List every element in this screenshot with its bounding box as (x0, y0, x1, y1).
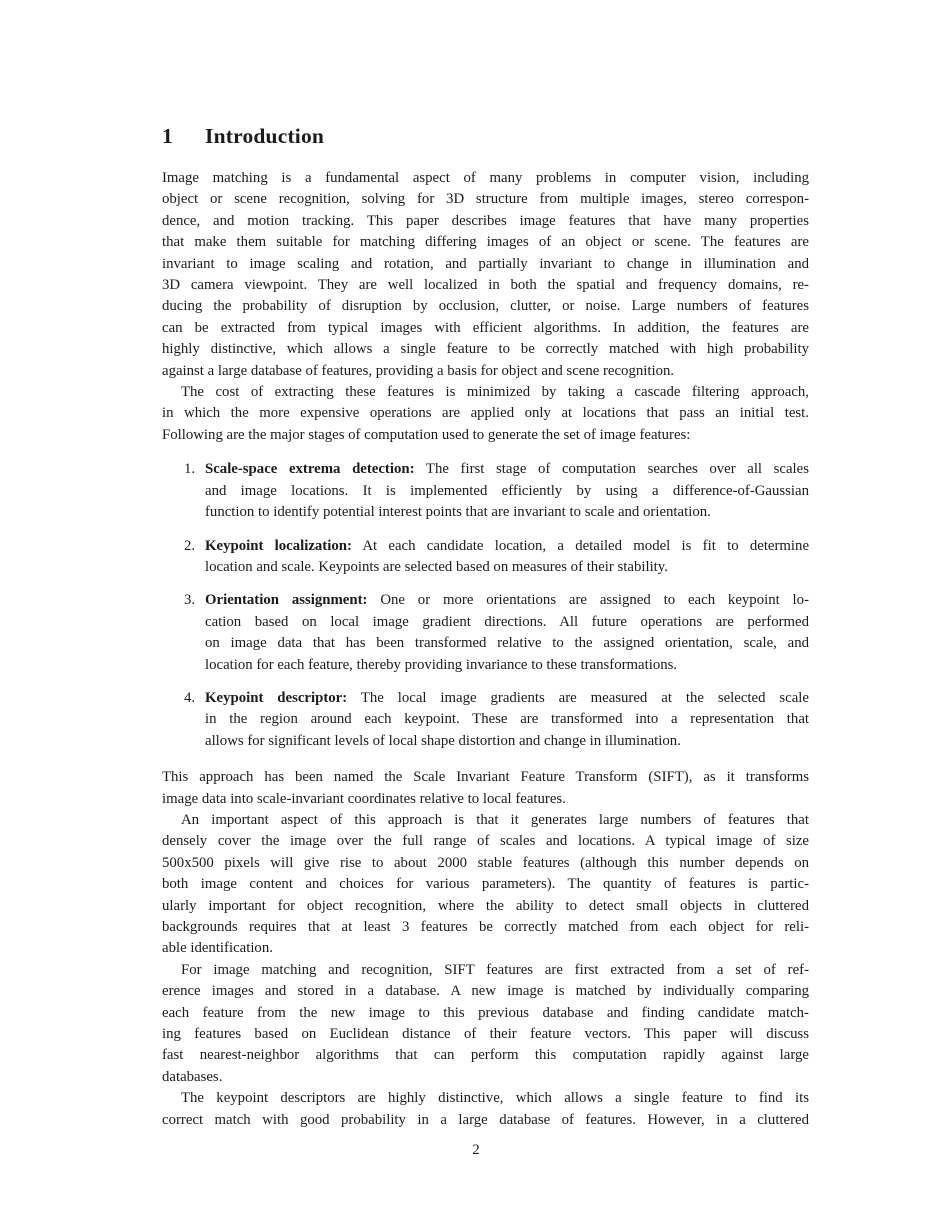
list-item-number: 4. (184, 689, 196, 706)
text-line: backgrounds requires that at least 3 features be correctly matched from each object for reli- (162, 919, 809, 935)
text-line: fast nearest-neighbor algorithms that can perform this computation rapidly against large (162, 1047, 809, 1064)
page-number: 2 (472, 1142, 480, 1158)
text-line: ducing the probability of disruption by occlusion, clutter, or noise. Large numbers of features (162, 298, 809, 315)
paragraph-intro (162, 168, 809, 382)
list-item-text: One or more orientations are assigned to each keypoint lo- (380, 592, 809, 609)
text-line: able identification. (162, 940, 273, 957)
text-line: each feature from the new image to this previous database and finding candidate match- (162, 1004, 809, 1021)
list-item-number: 3. (184, 592, 196, 609)
list-item-text: The local image gradients are measured at the selected scale (360, 689, 809, 706)
paragraph-descriptors (162, 1088, 809, 1131)
text-line: densely cover the image over the full range of scales and locations. A typical image of size (162, 833, 809, 850)
list-item-first-line (205, 590, 809, 611)
list-item-text: At each candidate location, a detailed model is fit to determine (362, 537, 810, 554)
text-line: dence, and motion tracking. This paper describes image features that have many properties (162, 212, 809, 229)
text-line: location for each feature, thereby providing invariance to these transformations. (205, 656, 678, 673)
text-line: ularly important for object recognition, where the ability to detect small objects in cluttered (162, 897, 809, 914)
list-item-body (205, 481, 809, 524)
text-line: ing features based on Euclidean distance of their feature vectors. This paper will discuss (162, 1026, 809, 1043)
list-item-body (205, 557, 809, 578)
text-line: on image data that has been transformed relative to the assigned orientation, scale, and (205, 635, 809, 652)
text-line: image data into scale-invariant coordinates relative to local features. (162, 790, 566, 807)
list-item-first-line (205, 688, 809, 709)
text-line: can be extracted from typical images with efficient algorithms. In addition, the features are (162, 319, 809, 336)
page-body (162, 124, 809, 1131)
text-line: erence images and stored in a database. A new image is matched by individually comparing (162, 983, 809, 1000)
list-item-keypoint-localization (162, 536, 809, 579)
text-line: location and scale. Keypoints are selected based on measures of their stability. (205, 558, 668, 575)
list-item-text: The first stage of computation searches over all scales (425, 461, 809, 478)
section-heading (162, 124, 809, 149)
text-line: An important aspect of this approach is that it generates large numbers of features that (181, 811, 809, 828)
list-item-scale-space (162, 459, 809, 523)
text-line: databases. (162, 1068, 223, 1085)
section-title: Introduction (205, 124, 325, 148)
text-line: highly distinctive, which allows a single feature to be correctly matched with high probability (162, 341, 809, 358)
list-item-keypoint-descriptor (162, 688, 809, 752)
text-line: 500x500 pixels will give rise to about 2000 stable features (although this number depends on (162, 854, 809, 871)
text-line: correct match with good probability in a large database of features. However, in a cluttered (162, 1111, 809, 1128)
list-item-label: Keypoint localization: (205, 537, 352, 554)
text-line: in the region around each keypoint. These are transformed into a representation that (205, 711, 809, 728)
list-item-first-line (205, 459, 809, 480)
text-line: cation based on local image gradient directions. All future operations are performed (205, 613, 809, 630)
text-line: Following are the major stages of computation used to generate the set of image features: (162, 426, 691, 443)
list-item-label: Orientation assignment: (205, 592, 368, 609)
text-line: This approach has been named the Scale Invariant Feature Transform (SIFT), as it transforms (162, 769, 809, 786)
text-line: both image content and choices for various parameters). The quantity of features is partic- (162, 876, 809, 893)
text-line: The keypoint descriptors are highly distinctive, which allows a single feature to find its (181, 1090, 809, 1107)
section-number: 1 (162, 124, 173, 148)
text-line: and image locations. It is implemented efficiently by using a difference-of-Gaussian (205, 482, 809, 499)
text-line: against a large database of features, providing a basis for object and scene recognition. (162, 362, 675, 379)
text-line: The cost of extracting these features is minimized by taking a cascade filtering approach, (181, 384, 809, 401)
paragraph-feature-density (162, 810, 809, 960)
text-line: allows for significant levels of local shape distortion and change in illumination. (205, 732, 681, 749)
paragraph-sift-name (162, 767, 809, 810)
stages-list (162, 459, 809, 752)
paragraph-matching (162, 960, 809, 1088)
text-line: that make them suitable for matching differing images of an object or scene. The features are (162, 234, 809, 251)
list-item-orientation-assignment (162, 590, 809, 676)
text-line: function to identify potential interest points that are invariant to scale and orientation. (205, 504, 711, 521)
text-line: in which the more expensive operations are applied only at locations that pass an initial test. (162, 405, 809, 422)
text-line: For image matching and recognition, SIFT features are first extracted from a set of ref- (181, 961, 809, 978)
list-item-body (205, 709, 809, 752)
text-line: 3D camera viewpoint. They are well localized in both the spatial and frequency domains, re- (162, 277, 809, 294)
text-line: invariant to image scaling and rotation, and partially invariant to change in illumination and (162, 255, 809, 272)
list-item-number: 2. (184, 537, 196, 554)
list-item-label: Scale-space extrema detection: (205, 461, 415, 478)
paragraph-cascade (162, 382, 809, 446)
text-line: Image matching is a fundamental aspect of many problems in computer vision, including (162, 170, 809, 186)
list-item-first-line (205, 536, 809, 557)
list-item-body (205, 612, 809, 676)
list-item-label: Keypoint descriptor: (205, 689, 348, 706)
text-line: object or scene recognition, solving for 3D structure from multiple images, stereo correspon- (162, 191, 809, 208)
list-item-number: 1. (184, 461, 196, 478)
